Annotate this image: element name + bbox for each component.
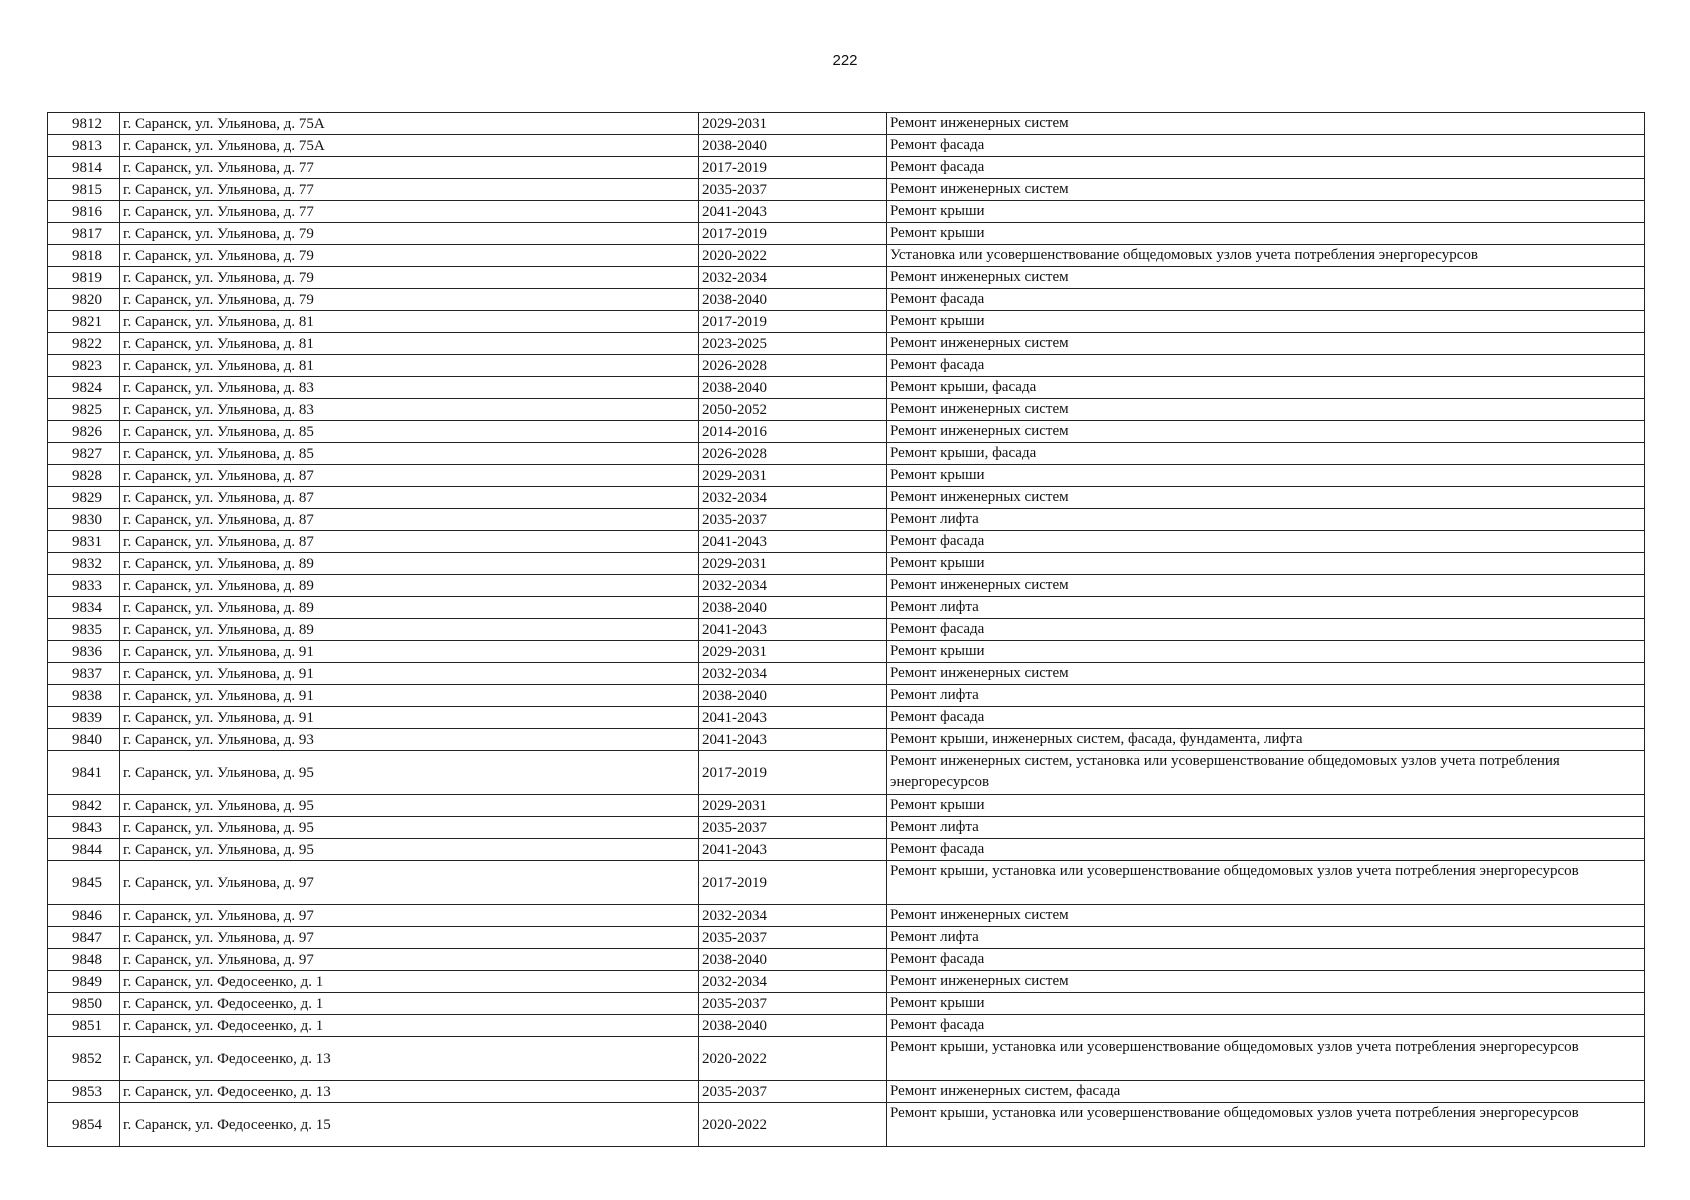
table-row <box>48 179 1645 201</box>
table-row <box>48 421 1645 443</box>
work-type-cell: Ремонт крыши <box>887 553 1645 575</box>
period-cell: 2038-2040 <box>699 1015 887 1037</box>
table-row <box>48 201 1645 223</box>
address-cell: г. Саранск, ул. Ульянова, д. 97 <box>120 949 699 971</box>
work-type-cell: Ремонт крыши <box>887 641 1645 663</box>
period-cell: 2029-2031 <box>699 795 887 817</box>
work-type-cell: Ремонт инженерных систем <box>887 267 1645 289</box>
table-row <box>48 267 1645 289</box>
work-type-cell: Ремонт фасада <box>887 289 1645 311</box>
table-row <box>48 707 1645 729</box>
row-number-cell: 9848 <box>48 949 120 971</box>
table-row <box>48 597 1645 619</box>
period-cell: 2041-2043 <box>699 201 887 223</box>
work-type-cell: Ремонт инженерных систем, фасада <box>887 1081 1645 1103</box>
table-row <box>48 971 1645 993</box>
work-type-cell: Ремонт крыши, фасада <box>887 377 1645 399</box>
work-type-cell: Ремонт крыши <box>887 311 1645 333</box>
period-cell: 2020-2022 <box>699 1037 887 1081</box>
row-number-cell: 9815 <box>48 179 120 201</box>
address-cell: г. Саранск, ул. Ульянова, д. 79 <box>120 245 699 267</box>
address-cell: г. Саранск, ул. Ульянова, д. 87 <box>120 487 699 509</box>
work-type-cell: Ремонт крыши, установка или усовершенствование общедомовых узлов учета потребления энергоресурсов <box>887 1103 1645 1147</box>
address-cell: г. Саранск, ул. Ульянова, д. 85 <box>120 443 699 465</box>
work-type-cell: Ремонт инженерных систем <box>887 333 1645 355</box>
address-cell: г. Саранск, ул. Ульянова, д. 97 <box>120 905 699 927</box>
period-cell: 2041-2043 <box>699 619 887 641</box>
row-number-cell: 9849 <box>48 971 120 993</box>
work-type-cell: Ремонт фасада <box>887 531 1645 553</box>
row-number-cell: 9814 <box>48 157 120 179</box>
period-cell: 2017-2019 <box>699 157 887 179</box>
work-type-cell: Ремонт лифта <box>887 817 1645 839</box>
work-type-cell: Ремонт фасада <box>887 839 1645 861</box>
address-cell: г. Саранск, ул. Ульянова, д. 89 <box>120 619 699 641</box>
row-number-cell: 9851 <box>48 1015 120 1037</box>
period-cell: 2041-2043 <box>699 707 887 729</box>
table-row <box>48 399 1645 421</box>
table-row <box>48 355 1645 377</box>
row-number-cell: 9819 <box>48 267 120 289</box>
work-type-cell: Ремонт фасада <box>887 1015 1645 1037</box>
work-type-cell: Ремонт инженерных систем <box>887 113 1645 135</box>
address-cell: г. Саранск, ул. Ульянова, д. 91 <box>120 663 699 685</box>
page-number: 222 <box>832 52 858 69</box>
row-number-cell: 9816 <box>48 201 120 223</box>
address-cell: г. Саранск, ул. Ульянова, д. 91 <box>120 707 699 729</box>
address-cell: г. Саранск, ул. Ульянова, д. 87 <box>120 509 699 531</box>
table-row <box>48 135 1645 157</box>
table-row <box>48 223 1645 245</box>
row-number-cell: 9845 <box>48 861 120 905</box>
period-cell: 2035-2037 <box>699 509 887 531</box>
period-cell: 2038-2040 <box>699 289 887 311</box>
row-number-cell: 9824 <box>48 377 120 399</box>
address-cell: г. Саранск, ул. Ульянова, д. 81 <box>120 311 699 333</box>
table-row <box>48 553 1645 575</box>
work-type-cell: Ремонт фасада <box>887 619 1645 641</box>
table-row <box>48 465 1645 487</box>
work-type-cell: Ремонт фасада <box>887 135 1645 157</box>
address-cell: г. Саранск, ул. Ульянова, д. 77 <box>120 201 699 223</box>
address-cell: г. Саранск, ул. Ульянова, д. 75А <box>120 113 699 135</box>
row-number-cell: 9826 <box>48 421 120 443</box>
period-cell: 2017-2019 <box>699 751 887 795</box>
period-cell: 2032-2034 <box>699 487 887 509</box>
row-number-cell: 9834 <box>48 597 120 619</box>
work-type-cell: Ремонт крыши <box>887 795 1645 817</box>
address-cell: г. Саранск, ул. Ульянова, д. 75А <box>120 135 699 157</box>
work-type-cell: Ремонт инженерных систем <box>887 487 1645 509</box>
work-type-cell: Ремонт фасада <box>887 707 1645 729</box>
work-type-cell: Ремонт крыши <box>887 465 1645 487</box>
work-type-cell: Ремонт фасада <box>887 157 1645 179</box>
row-number-cell: 9847 <box>48 927 120 949</box>
period-cell: 2026-2028 <box>699 443 887 465</box>
work-type-cell: Ремонт инженерных систем <box>887 399 1645 421</box>
period-cell: 2029-2031 <box>699 641 887 663</box>
period-cell: 2038-2040 <box>699 597 887 619</box>
period-cell: 2023-2025 <box>699 333 887 355</box>
address-cell: г. Саранск, ул. Ульянова, д. 87 <box>120 531 699 553</box>
work-type-cell: Ремонт инженерных систем <box>887 905 1645 927</box>
work-type-cell: Ремонт лифта <box>887 927 1645 949</box>
work-type-cell: Ремонт крыши, установка или усовершенствование общедомовых узлов учета потребления энергоресурсов <box>887 1037 1645 1081</box>
table-row <box>48 729 1645 751</box>
work-type-cell: Ремонт инженерных систем <box>887 179 1645 201</box>
table-row <box>48 927 1645 949</box>
period-cell: 2017-2019 <box>699 311 887 333</box>
address-cell: г. Саранск, ул. Ульянова, д. 77 <box>120 157 699 179</box>
table-row <box>48 751 1645 795</box>
row-number-cell: 9842 <box>48 795 120 817</box>
address-cell: г. Саранск, ул. Ульянова, д. 81 <box>120 333 699 355</box>
table-row <box>48 795 1645 817</box>
period-cell: 2035-2037 <box>699 993 887 1015</box>
address-cell: г. Саранск, ул. Федосеенко, д. 13 <box>120 1081 699 1103</box>
address-cell: г. Саранск, ул. Федосеенко, д. 1 <box>120 993 699 1015</box>
table-row <box>48 861 1645 905</box>
row-number-cell: 9835 <box>48 619 120 641</box>
table-row <box>48 575 1645 597</box>
period-cell: 2035-2037 <box>699 817 887 839</box>
work-type-cell: Ремонт лифта <box>887 509 1645 531</box>
row-number-cell: 9823 <box>48 355 120 377</box>
table-row <box>48 685 1645 707</box>
table-row <box>48 1037 1645 1081</box>
work-type-cell: Ремонт инженерных систем <box>887 971 1645 993</box>
table-row <box>48 1081 1645 1103</box>
period-cell: 2041-2043 <box>699 729 887 751</box>
period-cell: 2035-2037 <box>699 1081 887 1103</box>
work-type-cell: Ремонт инженерных систем <box>887 575 1645 597</box>
address-cell: г. Саранск, ул. Ульянова, д. 97 <box>120 861 699 905</box>
row-number-cell: 9813 <box>48 135 120 157</box>
address-cell: г. Саранск, ул. Ульянова, д. 95 <box>120 795 699 817</box>
work-type-cell: Ремонт фасада <box>887 355 1645 377</box>
work-type-cell: Ремонт инженерных систем <box>887 421 1645 443</box>
period-cell: 2020-2022 <box>699 1103 887 1147</box>
work-type-cell: Ремонт крыши <box>887 223 1645 245</box>
table-row <box>48 311 1645 333</box>
address-cell: г. Саранск, ул. Ульянова, д. 83 <box>120 399 699 421</box>
period-cell: 2050-2052 <box>699 399 887 421</box>
table-row <box>48 245 1645 267</box>
table-row <box>48 641 1645 663</box>
row-number-cell: 9853 <box>48 1081 120 1103</box>
table-row <box>48 1015 1645 1037</box>
address-cell: г. Саранск, ул. Ульянова, д. 95 <box>120 817 699 839</box>
period-cell: 2035-2037 <box>699 179 887 201</box>
row-number-cell: 9820 <box>48 289 120 311</box>
row-number-cell: 9854 <box>48 1103 120 1147</box>
table-row <box>48 487 1645 509</box>
table-row <box>48 333 1645 355</box>
address-cell: г. Саранск, ул. Ульянова, д. 81 <box>120 355 699 377</box>
row-number-cell: 9844 <box>48 839 120 861</box>
table-row <box>48 377 1645 399</box>
address-cell: г. Саранск, ул. Ульянова, д. 91 <box>120 685 699 707</box>
row-number-cell: 9827 <box>48 443 120 465</box>
period-cell: 2017-2019 <box>699 861 887 905</box>
table-row <box>48 619 1645 641</box>
period-cell: 2041-2043 <box>699 531 887 553</box>
period-cell: 2032-2034 <box>699 267 887 289</box>
address-cell: г. Саранск, ул. Федосеенко, д. 15 <box>120 1103 699 1147</box>
row-number-cell: 9841 <box>48 751 120 795</box>
address-cell: г. Саранск, ул. Ульянова, д. 95 <box>120 839 699 861</box>
period-cell: 2014-2016 <box>699 421 887 443</box>
row-number-cell: 9840 <box>48 729 120 751</box>
work-type-cell: Ремонт крыши, установка или усовершенствование общедомовых узлов учета потребления энергоресурсов <box>887 861 1645 905</box>
work-type-cell: Ремонт инженерных систем <box>887 663 1645 685</box>
table-row <box>48 443 1645 465</box>
address-cell: г. Саранск, ул. Ульянова, д. 87 <box>120 465 699 487</box>
address-cell: г. Саранск, ул. Ульянова, д. 89 <box>120 575 699 597</box>
address-cell: г. Саранск, ул. Ульянова, д. 91 <box>120 641 699 663</box>
work-type-cell: Ремонт крыши <box>887 993 1645 1015</box>
table-row <box>48 531 1645 553</box>
table-row <box>48 1103 1645 1147</box>
address-cell: г. Саранск, ул. Федосеенко, д. 1 <box>120 1015 699 1037</box>
table-row <box>48 905 1645 927</box>
work-type-cell: Ремонт инженерных систем, установка или усовершенствование общедомовых узлов учета потребления энергоресурсов <box>887 751 1645 795</box>
work-type-cell: Ремонт фасада <box>887 949 1645 971</box>
row-number-cell: 9822 <box>48 333 120 355</box>
address-cell: г. Саранск, ул. Ульянова, д. 79 <box>120 223 699 245</box>
row-number-cell: 9839 <box>48 707 120 729</box>
work-type-cell: Установка или усовершенствование общедомовых узлов учета потребления энергоресурсов <box>887 245 1645 267</box>
row-number-cell: 9821 <box>48 311 120 333</box>
address-cell: г. Саранск, ул. Федосеенко, д. 13 <box>120 1037 699 1081</box>
period-cell: 2032-2034 <box>699 905 887 927</box>
work-type-cell: Ремонт крыши <box>887 201 1645 223</box>
row-number-cell: 9846 <box>48 905 120 927</box>
address-cell: г. Саранск, ул. Ульянова, д. 85 <box>120 421 699 443</box>
table-row <box>48 839 1645 861</box>
table-row <box>48 663 1645 685</box>
address-cell: г. Саранск, ул. Ульянова, д. 79 <box>120 267 699 289</box>
table-row <box>48 289 1645 311</box>
repair-schedule-table <box>47 112 1645 1147</box>
period-cell: 2041-2043 <box>699 839 887 861</box>
table-body <box>48 113 1645 1147</box>
row-number-cell: 9829 <box>48 487 120 509</box>
row-number-cell: 9830 <box>48 509 120 531</box>
row-number-cell: 9833 <box>48 575 120 597</box>
table-row <box>48 157 1645 179</box>
table-row <box>48 817 1645 839</box>
row-number-cell: 9837 <box>48 663 120 685</box>
row-number-cell: 9831 <box>48 531 120 553</box>
row-number-cell: 9817 <box>48 223 120 245</box>
work-type-cell: Ремонт крыши, фасада <box>887 443 1645 465</box>
address-cell: г. Саранск, ул. Ульянова, д. 89 <box>120 553 699 575</box>
address-cell: г. Саранск, ул. Ульянова, д. 89 <box>120 597 699 619</box>
period-cell: 2038-2040 <box>699 135 887 157</box>
row-number-cell: 9825 <box>48 399 120 421</box>
address-cell: г. Саранск, ул. Ульянова, д. 79 <box>120 289 699 311</box>
period-cell: 2029-2031 <box>699 553 887 575</box>
address-cell: г. Саранск, ул. Ульянова, д. 95 <box>120 751 699 795</box>
period-cell: 2032-2034 <box>699 575 887 597</box>
address-cell: г. Саранск, ул. Ульянова, д. 93 <box>120 729 699 751</box>
table-row <box>48 509 1645 531</box>
row-number-cell: 9852 <box>48 1037 120 1081</box>
period-cell: 2017-2019 <box>699 223 887 245</box>
row-number-cell: 9836 <box>48 641 120 663</box>
period-cell: 2020-2022 <box>699 245 887 267</box>
period-cell: 2032-2034 <box>699 663 887 685</box>
address-cell: г. Саранск, ул. Ульянова, д. 83 <box>120 377 699 399</box>
period-cell: 2029-2031 <box>699 465 887 487</box>
row-number-cell: 9828 <box>48 465 120 487</box>
table-row <box>48 949 1645 971</box>
period-cell: 2035-2037 <box>699 927 887 949</box>
row-number-cell: 9843 <box>48 817 120 839</box>
period-cell: 2032-2034 <box>699 971 887 993</box>
work-type-cell: Ремонт лифта <box>887 597 1645 619</box>
address-cell: г. Саранск, ул. Ульянова, д. 77 <box>120 179 699 201</box>
period-cell: 2029-2031 <box>699 113 887 135</box>
row-number-cell: 9832 <box>48 553 120 575</box>
row-number-cell: 9850 <box>48 993 120 1015</box>
period-cell: 2038-2040 <box>699 685 887 707</box>
period-cell: 2026-2028 <box>699 355 887 377</box>
row-number-cell: 9838 <box>48 685 120 707</box>
period-cell: 2038-2040 <box>699 949 887 971</box>
table-row <box>48 113 1645 135</box>
table-row <box>48 993 1645 1015</box>
period-cell: 2038-2040 <box>699 377 887 399</box>
row-number-cell: 9812 <box>48 113 120 135</box>
work-type-cell: Ремонт лифта <box>887 685 1645 707</box>
work-type-cell: Ремонт крыши, инженерных систем, фасада, фундамента, лифта <box>887 729 1645 751</box>
address-cell: г. Саранск, ул. Ульянова, д. 97 <box>120 927 699 949</box>
row-number-cell: 9818 <box>48 245 120 267</box>
address-cell: г. Саранск, ул. Федосеенко, д. 1 <box>120 971 699 993</box>
